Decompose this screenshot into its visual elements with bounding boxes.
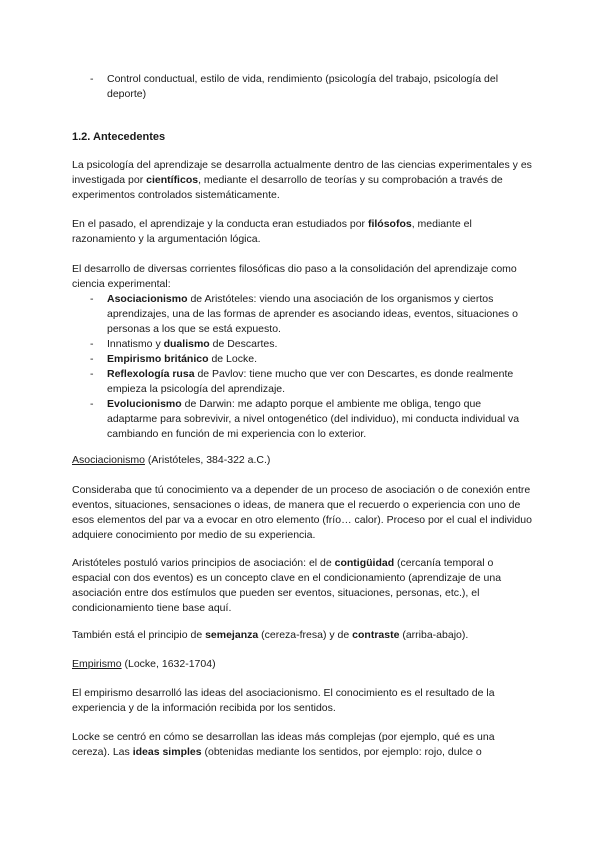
top-list-item	[72, 72, 532, 102]
text-run: (cercanía temporal o espacial con dos eventos) es un concepto clave en el condicionamiento (aprendizaje de una asociación entre dos estímulos que pueden ser eventos, situaciones, personas, etc.), el condicionamiento tiene base aquí.	[72, 557, 502, 614]
list-item-text: Control conductual, estilo de vida, rendimiento (psicología del trabajo, psicología del deporte)	[107, 73, 499, 100]
bold-term: filósofos	[367, 218, 412, 230]
list-item	[72, 397, 532, 442]
list-bullet: -	[90, 368, 94, 380]
bold-term: dualismo	[163, 338, 210, 350]
list-bullet: -	[90, 73, 94, 85]
paragraph-currents-intro: El desarrollo de diversas corrientes filosóficas dio paso a la consolidación del aprendizaje como ciencia experimental:	[72, 263, 517, 290]
paragraph-empirismo-2	[72, 730, 532, 760]
bold-term: Asociacionismo	[107, 293, 188, 305]
text-run: (arriba-abajo).	[399, 629, 469, 641]
text-run: (obtenidas mediante los sentidos, por ejemplo: rojo, dulce o	[201, 746, 482, 758]
bold-term: ideas simples	[132, 746, 202, 758]
text-run: (cereza-fresa) y de	[258, 629, 353, 641]
bold-term: Empirismo británico	[107, 353, 209, 365]
list-item	[72, 352, 532, 367]
list-bullet: -	[90, 293, 94, 305]
list-item	[72, 337, 532, 352]
text-run: Innatismo y	[107, 338, 164, 350]
list-bullet: -	[90, 353, 94, 365]
text-run: (Aristóteles, 384-322 a.C.)	[144, 454, 271, 466]
list-item	[72, 292, 532, 337]
text-run: Aristóteles postuló varios principios de asociación: el de	[72, 557, 335, 569]
text-run: , mediante el razonamiento y la argumentación lógica.	[72, 218, 472, 245]
bold-term: contraste	[352, 629, 400, 641]
bold-term: semejanza	[205, 629, 259, 641]
text-run: de Locke.	[208, 353, 257, 365]
text-run: También está el principio de	[72, 629, 206, 641]
paragraph-scientific	[72, 158, 532, 203]
text-run: , mediante el desarrollo de teorías y su comprobación a través de experimentos controlados sistemáticamente.	[72, 174, 503, 201]
paragraph-asociacionismo-2	[72, 556, 532, 616]
text-run: La psicología del aprendizaje se desarrolla actualmente dentro de las ciencias experimentales y es investigada por	[72, 159, 532, 186]
section-title: 1.2. Antecedentes	[72, 131, 166, 143]
bold-term: contigüidad	[334, 557, 395, 569]
text-run: (Locke, 1632-1704)	[121, 658, 216, 670]
text-run: de Aristóteles: viendo una asociación de los organismos y ciertos aprendizajes, una de las formas de aprender es asociando ideas, eventos, situaciones o personas a los que se está expuesto.	[107, 293, 518, 335]
text-run: de Darwin: me adapto porque el ambiente me obliga, tengo que adaptarme para sobrevivir, a nivel ontogenético (del individuo), mi conducta individual va cambiando en función de mi experiencia con lo exterior.	[107, 398, 520, 440]
text-run: de Descartes.	[209, 338, 278, 350]
list-item	[72, 367, 532, 397]
list-bullet: -	[90, 338, 94, 350]
paragraph-asociacionismo-3	[72, 628, 532, 643]
currents-list	[72, 292, 532, 442]
paragraph-empirismo-1: El empirismo desarrolló las ideas del asociacionismo. El conocimiento es el resultado de la experiencia y de la información recibida por los sentidos.	[72, 687, 495, 714]
underlined-term: Empirismo	[72, 658, 122, 670]
bold-term: Evolucionismo	[107, 398, 182, 410]
empirismo-heading	[72, 657, 532, 672]
underlined-term: Asociacionismo	[72, 454, 145, 466]
bold-term: Reflexología rusa	[107, 368, 195, 380]
paragraph-asociacionismo-1: Consideraba que tú conocimiento va a depender de un proceso de asociación o de conexión entre eventos, situaciones, sensaciones o ideas, de manera que el recuerdo o experiencia con uno de esos elementos del par va a evocar en otro elemento (frío… calor). Proceso por el cual el individuo adquiere conocimiento por medio de su experiencia.	[72, 484, 532, 541]
text-run: En el pasado, el aprendizaje y la conducta eran estudiados por	[72, 218, 368, 230]
asociacionismo-heading	[72, 453, 532, 468]
text-run: de Pavlov: tiene mucho que ver con Descartes, es donde realmente empieza la psicología del aprendizaje.	[107, 368, 514, 395]
paragraph-philosophers	[72, 217, 532, 247]
text-run: Locke se centró en cómo se desarrollan las ideas más complejas (por ejemplo, qué es una cereza). Las	[72, 731, 495, 758]
bold-term: científicos	[146, 174, 199, 186]
list-bullet: -	[90, 398, 94, 410]
